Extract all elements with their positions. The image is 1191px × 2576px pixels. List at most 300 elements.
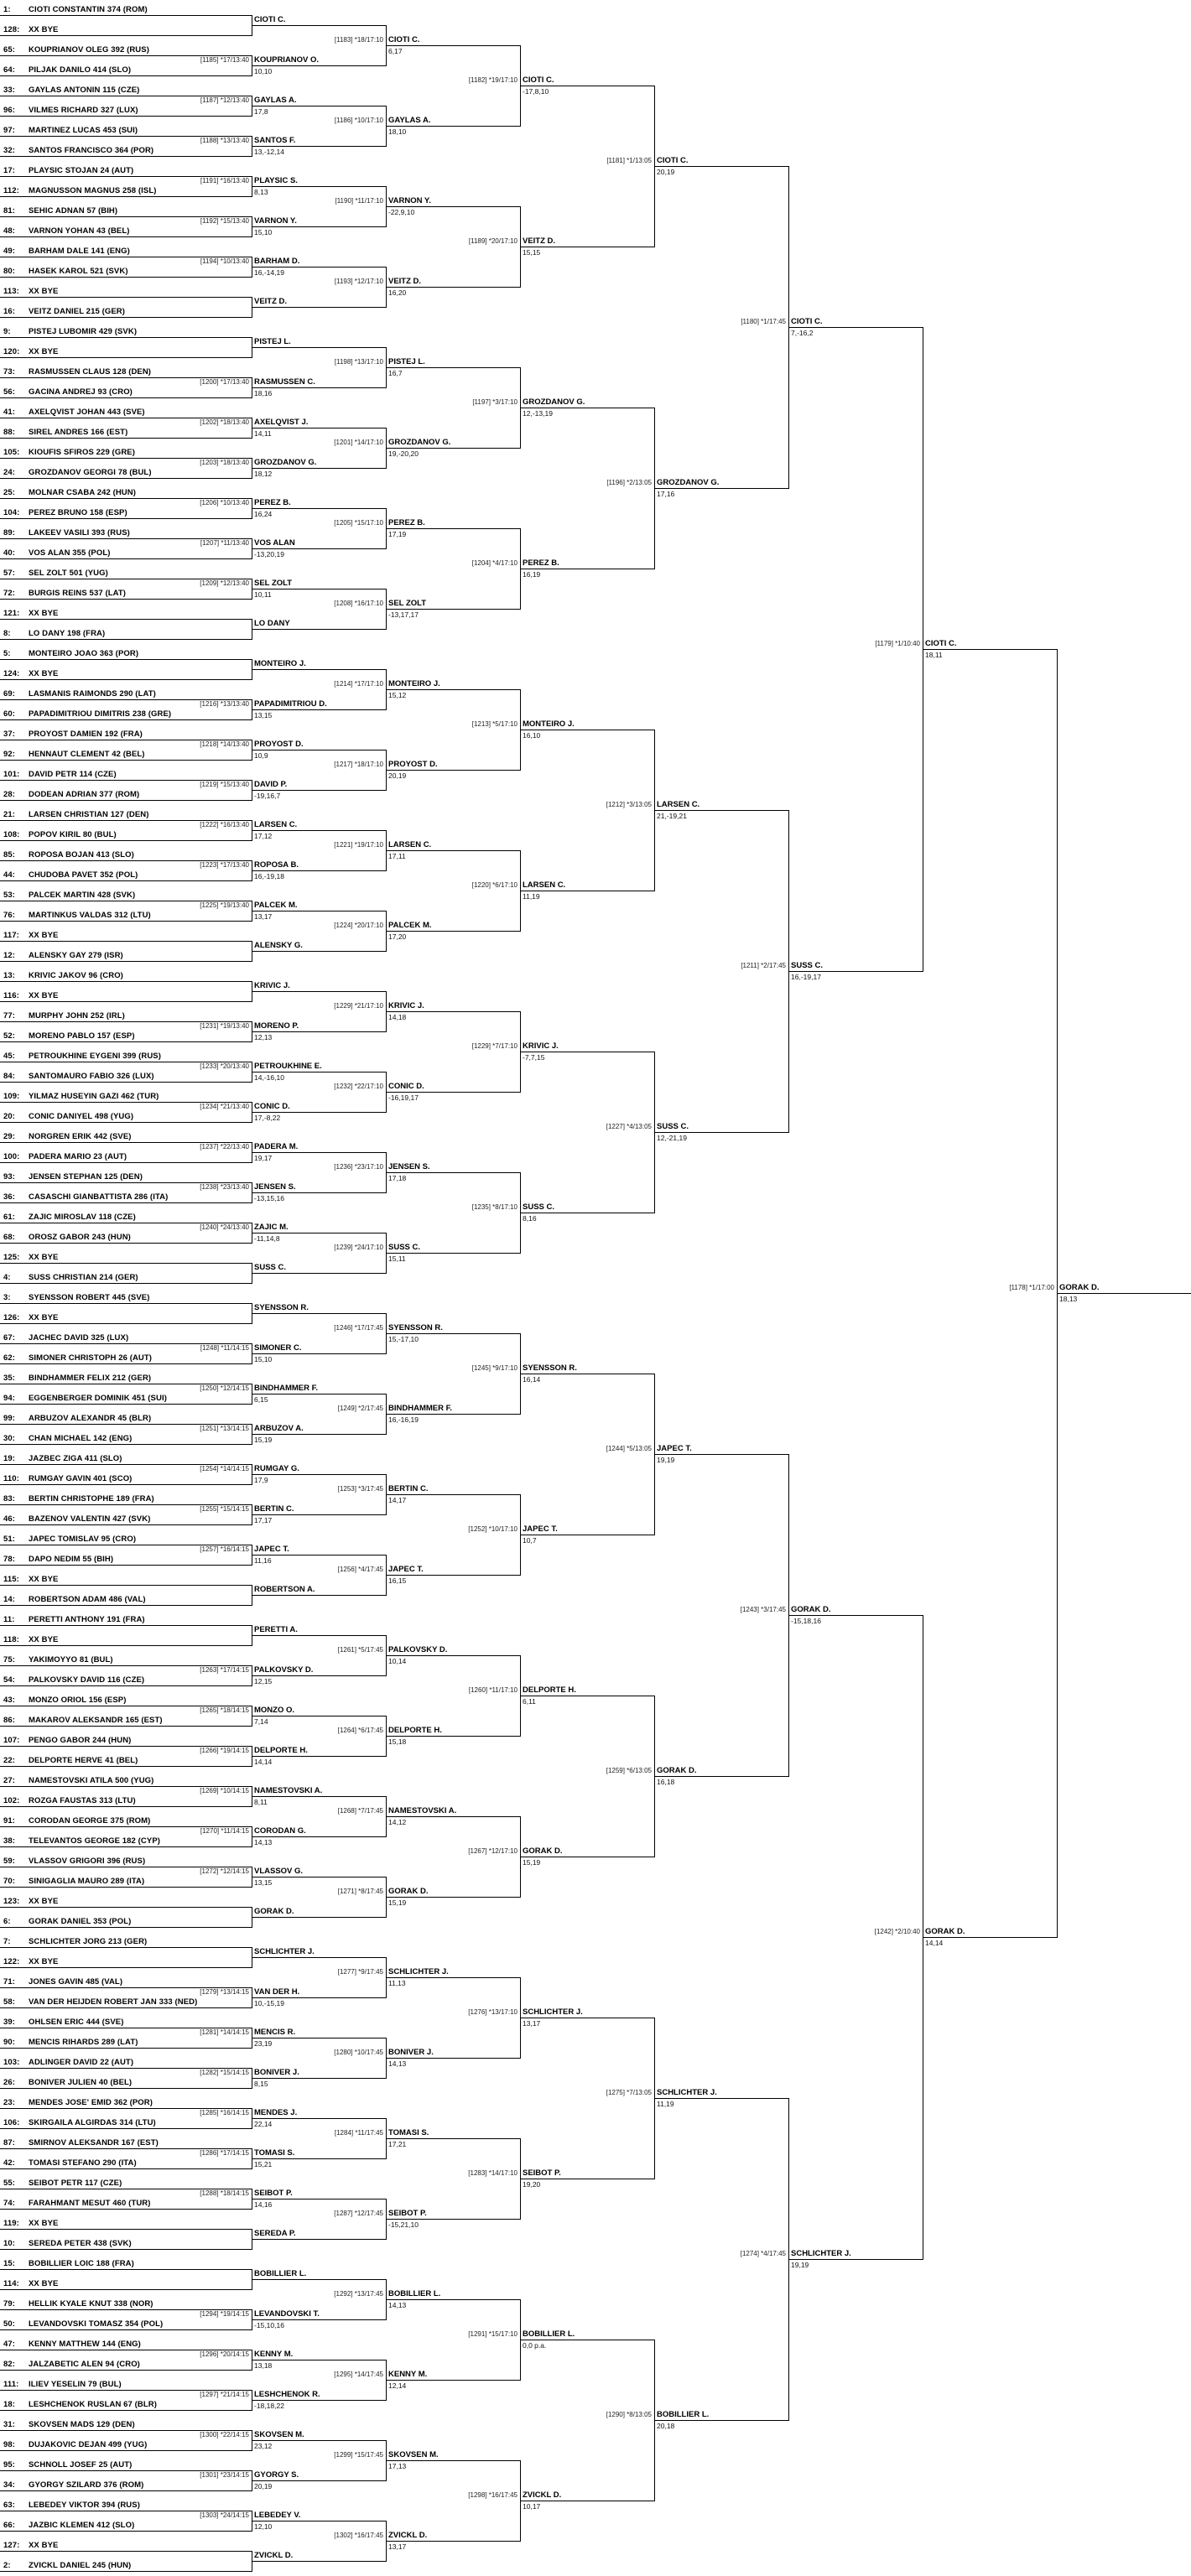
bracket-line xyxy=(0,1122,252,1123)
player-entry xyxy=(3,428,127,437)
match-winner: SUSS C. xyxy=(388,1243,421,1252)
match-id: [1193] *12/17:10 xyxy=(334,278,383,285)
player-entry xyxy=(3,247,130,256)
player-entry xyxy=(3,2521,134,2530)
bracket-line xyxy=(252,790,386,791)
bracket-line xyxy=(0,1303,252,1304)
bracket-line xyxy=(0,1846,252,1847)
match-id: [1189] *20/17:10 xyxy=(468,237,517,245)
player-entry xyxy=(3,2138,159,2148)
bracket-line xyxy=(0,1907,252,1908)
match-id: [1275] *7/13:05 xyxy=(606,2089,652,2096)
match-winner: GROZDANOV G. xyxy=(388,438,451,447)
match-id: [1268] *7/17:45 xyxy=(337,1807,383,1815)
match-id: [1272] *12/14:15 xyxy=(200,1867,249,1875)
match-id: [1285] *16/14:15 xyxy=(200,2109,249,2116)
bracket-line xyxy=(0,1927,252,1928)
player-entry xyxy=(3,1152,127,1161)
player-entry xyxy=(3,2078,132,2087)
match-id: [1267] *12/17:10 xyxy=(468,1847,517,1855)
match-score: 15,15 xyxy=(523,248,541,257)
player-seed: 69: xyxy=(3,689,16,699)
bracket-line xyxy=(252,1796,386,1797)
match-winner: PROYOST D. xyxy=(254,740,304,749)
player-name: DODEAN ADRIAN 377 (ROM) xyxy=(29,790,140,799)
match-id: [1281] *14/14:15 xyxy=(200,2028,249,2036)
bracket-line xyxy=(386,931,520,932)
bracket-line xyxy=(252,1031,386,1032)
match-id: [1297] *21/14:15 xyxy=(200,2391,249,2398)
player-entry xyxy=(3,1233,131,1242)
player-name: CHAN MICHAEL 142 (ENG) xyxy=(29,1434,133,1443)
match-id: [1259] *6/13:05 xyxy=(606,1767,652,1774)
match-score: 10,7 xyxy=(523,1536,537,1545)
bracket-line xyxy=(252,2561,386,2562)
player-seed: 32: xyxy=(3,146,16,155)
player-name: PILJAK DANILO 414 (SLO) xyxy=(29,65,132,75)
player-entry xyxy=(3,2480,143,2490)
player-name: BURGIS REINS 537 (LAT) xyxy=(29,589,127,598)
player-name: CASASCHI GIANBATTISTA 286 (ITA) xyxy=(29,1192,169,1202)
match-score: 12,15 xyxy=(254,1677,273,1685)
match-id: [1201] *14/17:10 xyxy=(334,439,383,446)
player-name: ADLINGER DAVID 22 (AUT) xyxy=(29,2058,134,2067)
player-entry xyxy=(3,1132,132,1141)
match-score: 21,-19,21 xyxy=(657,812,687,820)
match-id: [1254] *14/14:15 xyxy=(200,1465,249,1472)
player-entry xyxy=(3,770,117,779)
match-winner: KRIVIC J. xyxy=(254,981,290,990)
bracket-line xyxy=(386,609,520,610)
player-name: NORGREN ERIK 442 (SVE) xyxy=(29,1132,132,1141)
match-id: [1181] *1/13:05 xyxy=(606,157,652,164)
bracket-line xyxy=(654,1454,788,1455)
player-entry xyxy=(3,1957,58,1966)
player-seed: 17: xyxy=(3,166,16,175)
bracket-line xyxy=(252,387,386,388)
bracket-line xyxy=(654,2098,788,2099)
match-winner: JAPEC T. xyxy=(388,1565,424,1574)
match-score: 6,11 xyxy=(523,1697,536,1706)
match-score: 23,19 xyxy=(254,2039,273,2048)
match-id: [1286] *17/14:15 xyxy=(200,2149,249,2157)
match-id: [1300] *22/14:15 xyxy=(200,2431,249,2438)
player-entry xyxy=(3,2299,153,2309)
match-score: 10,-15,19 xyxy=(254,1999,284,2007)
match-id: [1212] *3/13:05 xyxy=(606,801,652,808)
player-entry xyxy=(3,1816,150,1826)
player-entry xyxy=(3,2319,163,2329)
match-id: [1225] *19/13:40 xyxy=(200,901,249,909)
player-seed: 91: xyxy=(3,1816,16,1826)
match-winner: PEREZ B. xyxy=(254,498,291,507)
match-id: [1257] *16/14:15 xyxy=(200,1545,249,1553)
match-winner: PAPADIMITRIOU D. xyxy=(254,699,327,709)
bracket-line xyxy=(0,357,252,358)
match-winner: PROYOST D. xyxy=(388,760,438,769)
player-entry xyxy=(3,25,58,34)
player-entry xyxy=(3,1675,144,1685)
match-winner: PALCEK M. xyxy=(388,921,432,930)
player-seed: 20: xyxy=(3,1112,16,1121)
player-entry xyxy=(3,589,126,598)
match-score: 17,8 xyxy=(254,107,268,116)
player-name: ARBUZOV ALEXANDR 45 (BLR) xyxy=(29,1414,152,1423)
match-score: 13,17 xyxy=(523,2019,541,2028)
player-entry xyxy=(3,448,135,457)
player-seed: 2: xyxy=(3,2561,11,2570)
player-name: LEBEDEY VIKTOR 394 (RUS) xyxy=(29,2501,140,2510)
player-entry xyxy=(3,186,157,195)
player-seed: 85: xyxy=(3,850,16,860)
player-entry xyxy=(3,2058,133,2067)
match-score: 12,-21,19 xyxy=(657,1134,687,1142)
match-score: 16,15 xyxy=(388,1576,407,1585)
bracket-line xyxy=(386,1092,520,1093)
match-winner: MORENO P. xyxy=(254,1021,299,1031)
match-score: -11,14,8 xyxy=(254,1234,280,1243)
player-name: RUMGAY GAVIN 401 (SCO) xyxy=(29,1474,133,1483)
player-name: SUSS CHRISTIAN 214 (GER) xyxy=(29,1273,138,1282)
player-seed: 121: xyxy=(3,609,20,618)
match-score: 11,16 xyxy=(254,1556,272,1565)
bracket-line xyxy=(0,277,252,278)
player-seed: 9: xyxy=(3,327,11,336)
bracket-line xyxy=(252,951,386,952)
player-entry xyxy=(3,850,134,860)
player-name: SMIRNOV ALEKSANDR 167 (EST) xyxy=(29,2138,159,2148)
match-id: [1264] *6/17:45 xyxy=(337,1727,383,1734)
bracket-line xyxy=(252,2279,386,2280)
player-entry xyxy=(3,730,143,739)
match-score: 11,13 xyxy=(388,1979,406,1987)
match-winner: JENSEN S. xyxy=(388,1162,430,1171)
player-seed: 81: xyxy=(3,206,16,216)
match-score: 15,12 xyxy=(388,691,407,699)
bracket-line xyxy=(0,2168,252,2169)
match-winner: KRIVIC J. xyxy=(388,1001,424,1010)
player-seed: 14: xyxy=(3,1595,16,1604)
bracket-line xyxy=(0,961,252,962)
player-name: XX BYE xyxy=(29,1313,59,1322)
bracket-line xyxy=(386,1897,520,1898)
bracket-line xyxy=(386,1253,520,1254)
bracket-line xyxy=(0,2249,252,2250)
player-entry xyxy=(3,1776,153,1785)
player-name: SEHIC ADNAN 57 (BIH) xyxy=(29,206,118,216)
match-winner: NAMESTOVSKI A. xyxy=(388,1806,457,1815)
player-name: ROZGA FAUSTAS 313 (LTU) xyxy=(29,1796,136,1805)
player-entry xyxy=(3,1555,113,1564)
match-winner: DELPORTE H. xyxy=(254,1746,308,1755)
bracket-line xyxy=(0,1625,252,1626)
match-id: [1287] *12/17:45 xyxy=(334,2210,383,2217)
player-name: PISTEJ LUBOMIR 429 (SVK) xyxy=(29,327,138,336)
match-id: [1242] *2/10:40 xyxy=(874,1928,920,1935)
match-id: [1239] *24/17:10 xyxy=(334,1244,383,1251)
player-entry xyxy=(3,2400,157,2409)
match-winner: VARNON Y. xyxy=(388,196,431,205)
player-seed: 120: xyxy=(3,347,20,356)
match-id: [1301] *23/14:15 xyxy=(200,2471,249,2479)
player-name: SANTOMAURO FABIO 326 (LUX) xyxy=(29,1072,154,1081)
player-seed: 65: xyxy=(3,45,16,55)
match-winner: ARBUZOV A. xyxy=(254,1424,304,1433)
match-score: 20,19 xyxy=(657,168,675,176)
player-seed: 92: xyxy=(3,750,16,759)
player-name: SIMONER CHRISTOPH 26 (AUT) xyxy=(29,1353,153,1363)
player-entry xyxy=(3,2038,138,2047)
player-entry xyxy=(3,86,139,95)
bracket-line xyxy=(386,2299,520,2300)
match-winner: BERTIN C. xyxy=(388,1484,429,1493)
match-score: 13,-12,14 xyxy=(254,148,284,156)
match-score: 12,-13,19 xyxy=(523,409,553,418)
player-entry xyxy=(3,2279,58,2288)
player-entry xyxy=(3,2561,131,2570)
match-id: [1183] *18/17:10 xyxy=(334,36,383,44)
match-score: 17,9 xyxy=(254,1476,268,1484)
player-seed: 52: xyxy=(3,1031,16,1041)
player-seed: 15: xyxy=(3,2259,16,2268)
match-id: [1243] *3/17:45 xyxy=(740,1606,786,1613)
match-winner: SCHLICHTER J. xyxy=(388,1967,449,1976)
player-seed: 63: xyxy=(3,2501,16,2510)
match-score: 7,-16,2 xyxy=(791,329,814,337)
player-entry xyxy=(3,931,58,940)
match-score: 16,20 xyxy=(388,288,407,297)
player-entry xyxy=(3,1273,138,1282)
match-winner: MENCIS R. xyxy=(254,2028,296,2037)
player-seed: 64: xyxy=(3,65,16,75)
match-winner: SEL ZOLT xyxy=(254,579,293,588)
player-entry xyxy=(3,709,171,719)
match-id: [1196] *2/13:05 xyxy=(606,479,652,486)
match-id: [1213] *5/17:10 xyxy=(471,720,517,728)
bracket-line xyxy=(0,800,252,801)
match-winner: TOMASI S. xyxy=(388,2128,429,2137)
match-winner: MONZO O. xyxy=(254,1706,295,1715)
match-winner: PETROUKHINE E. xyxy=(254,1062,322,1071)
match-id: [1255] *15/14:15 xyxy=(200,1505,249,1513)
player-name: PEREZ BRUNO 158 (ESP) xyxy=(29,508,127,517)
match-id: [1292] *13/17:45 xyxy=(334,2290,383,2298)
bracket-line xyxy=(0,1404,252,1405)
match-winner: LARSEN C. xyxy=(254,820,298,829)
player-entry xyxy=(3,2219,58,2228)
match-id: [1303] *24/14:15 xyxy=(200,2511,249,2519)
match-id: [1276] *13/17:10 xyxy=(468,2008,517,2016)
bracket-line xyxy=(252,548,386,549)
match-winner: BINDHAMMER F. xyxy=(388,1404,452,1413)
match-score: 10,11 xyxy=(254,590,272,599)
match-id: [1206] *10/13:40 xyxy=(200,499,249,506)
match-winner: BOBILLIER L. xyxy=(254,2269,307,2278)
match-winner: ZVICKL D. xyxy=(254,2551,294,2560)
match-score: 17,11 xyxy=(388,852,406,860)
bracket-line xyxy=(386,367,520,368)
match-id: [1237] *22/13:40 xyxy=(200,1143,249,1150)
player-name: OHLSEN ERIC 444 (SVE) xyxy=(29,2018,124,2027)
match-score: 8,11 xyxy=(254,1798,268,1806)
match-id: [1279] *13/14:15 xyxy=(200,1988,249,1996)
player-name: XX BYE xyxy=(29,609,59,618)
bracket-line xyxy=(0,2370,252,2371)
match-winner: SEIBOT P. xyxy=(388,2209,427,2218)
bracket-line xyxy=(252,629,386,630)
player-entry xyxy=(3,1736,131,1745)
bracket-line xyxy=(0,2289,252,2290)
match-score: 15,18 xyxy=(388,1737,407,1746)
match-id: [1202] *18/13:40 xyxy=(200,418,249,426)
player-name: LARSEN CHRISTIAN 127 (DEN) xyxy=(29,810,149,819)
player-name: PERETTI ANTHONY 191 (FRA) xyxy=(29,1615,145,1624)
player-name: XX BYE xyxy=(29,25,59,34)
player-seed: 83: xyxy=(3,1494,16,1504)
bracket-line xyxy=(0,921,252,922)
player-seed: 115: xyxy=(3,1575,19,1584)
player-entry xyxy=(3,1615,145,1624)
match-id: [1186] *10/17:10 xyxy=(334,117,383,124)
match-winner: LO DANY xyxy=(254,619,290,628)
player-seed: 7: xyxy=(3,1937,11,1946)
player-entry xyxy=(3,2259,134,2268)
match-score: 14,11 xyxy=(254,429,272,438)
bracket-line xyxy=(386,1816,520,1817)
player-seed: 74: xyxy=(3,2199,16,2208)
bracket-line xyxy=(788,971,923,972)
bracket-line xyxy=(0,156,252,157)
player-name: JALZABETIC ALEN 94 (CRO) xyxy=(29,2360,140,2369)
player-seed: 124: xyxy=(3,669,20,678)
player-entry xyxy=(3,629,105,638)
match-score: 17,18 xyxy=(388,1174,407,1182)
bracket-line xyxy=(252,1353,386,1354)
player-seed: 4: xyxy=(3,1273,11,1282)
player-seed: 68: xyxy=(3,1233,16,1242)
player-seed: 18: xyxy=(3,2400,16,2409)
bracket-line xyxy=(252,1917,386,1918)
player-entry xyxy=(3,408,145,417)
player-seed: 71: xyxy=(3,1977,16,1987)
player-seed: 125: xyxy=(3,1253,20,1262)
player-entry xyxy=(3,1756,138,1765)
bracket-line xyxy=(0,1082,252,1083)
match-winner: LARSEN C. xyxy=(388,840,432,849)
match-score: 12,10 xyxy=(254,2522,273,2531)
player-entry xyxy=(3,1917,131,1926)
match-id: [1200] *17/13:40 xyxy=(200,378,249,386)
player-seed: 57: xyxy=(3,569,16,578)
match-winner: GORAK D. xyxy=(523,1846,563,1856)
player-name: PROYOST DAMIEN 192 (FRA) xyxy=(29,730,143,739)
bracket-line xyxy=(0,880,252,881)
match-winner: GORAK D. xyxy=(1059,1283,1100,1292)
bracket-line xyxy=(386,2138,520,2139)
player-entry xyxy=(3,1394,167,1403)
bracket-line xyxy=(386,2460,520,2461)
player-entry xyxy=(3,1877,144,1886)
match-score: 16,-19,17 xyxy=(791,973,821,981)
bracket-line xyxy=(0,1726,252,1727)
match-winner: KRIVIC J. xyxy=(523,1041,559,1051)
bracket-line xyxy=(386,126,520,127)
bracket-line xyxy=(252,1756,386,1757)
bracket-line xyxy=(788,2259,923,2260)
match-id: [1179] *1/10:40 xyxy=(875,640,920,647)
match-score: 14,18 xyxy=(388,1013,407,1021)
player-seed: 11: xyxy=(3,1615,15,1624)
match-id: [1280] *10/17:45 xyxy=(334,2049,383,2056)
match-winner: PEREZ B. xyxy=(523,558,559,568)
bracket-line xyxy=(1057,1293,1191,1294)
player-entry xyxy=(3,2018,124,2027)
bracket-line xyxy=(0,35,252,36)
player-seed: 106: xyxy=(3,2118,20,2127)
match-winner: GROZDANOV G. xyxy=(657,478,720,487)
bracket-line xyxy=(0,15,252,16)
player-entry xyxy=(3,2098,153,2107)
match-score: 16,-19,18 xyxy=(254,872,284,880)
match-id: [1223] *17/13:40 xyxy=(200,861,249,869)
player-entry xyxy=(3,2360,140,2369)
player-seed: 122: xyxy=(3,1957,20,1966)
player-name: BONIVER JULIEN 40 (BEL) xyxy=(29,2078,133,2087)
player-name: SCHNOLL JOSEF 25 (AUT) xyxy=(29,2460,133,2470)
player-seed: 96: xyxy=(3,106,16,115)
player-seed: 114: xyxy=(3,2279,19,2288)
player-entry xyxy=(3,911,151,920)
player-entry xyxy=(3,971,123,980)
match-score: 14,14 xyxy=(254,1758,273,1766)
match-winner: SYENSSON R. xyxy=(254,1303,309,1312)
match-score: 15,19 xyxy=(254,1436,273,1444)
player-seed: 110: xyxy=(3,1474,19,1483)
player-entry xyxy=(3,226,130,236)
player-entry xyxy=(3,1092,159,1101)
match-winner: PISTEJ L. xyxy=(254,337,291,346)
bracket-line xyxy=(252,307,386,308)
player-seed: 67: xyxy=(3,1333,16,1343)
player-name: MONZO ORIOL 156 (ESP) xyxy=(29,1696,127,1705)
match-score: -22,9,10 xyxy=(388,208,415,216)
match-id: [1190] *11/17:10 xyxy=(335,197,383,205)
player-name: XX BYE xyxy=(29,2279,59,2288)
match-score: -13,17,17 xyxy=(388,610,419,619)
player-name: XX BYE xyxy=(29,1575,59,1584)
player-seed: 33: xyxy=(3,86,16,95)
player-name: MENDES JOSE' EMID 362 (POR) xyxy=(29,2098,153,2107)
player-seed: 75: xyxy=(3,1655,16,1665)
player-seed: 103: xyxy=(3,2058,20,2067)
player-seed: 42: xyxy=(3,2158,16,2168)
player-name: XX BYE xyxy=(29,669,59,678)
match-score: -13,15,16 xyxy=(254,1194,284,1202)
player-seed: 86: xyxy=(3,1716,16,1725)
player-entry xyxy=(3,1997,197,2007)
player-seed: 5: xyxy=(3,649,11,658)
bracket-line xyxy=(654,2420,788,2421)
player-name: JAPEC TOMISLAV 95 (CRO) xyxy=(29,1535,137,1544)
player-seed: 117: xyxy=(3,931,19,940)
player-name: JONES GAVIN 485 (VAL) xyxy=(29,1977,123,1987)
match-id: [1284] *11/17:45 xyxy=(334,2129,383,2137)
player-name: GORAK DANIEL 353 (POL) xyxy=(29,1917,132,1926)
match-winner: LEBEDEY V. xyxy=(254,2511,301,2520)
bracket-line xyxy=(0,840,252,841)
bracket-line xyxy=(0,1263,252,1264)
match-winner: KOUPRIANOV O. xyxy=(254,55,320,65)
